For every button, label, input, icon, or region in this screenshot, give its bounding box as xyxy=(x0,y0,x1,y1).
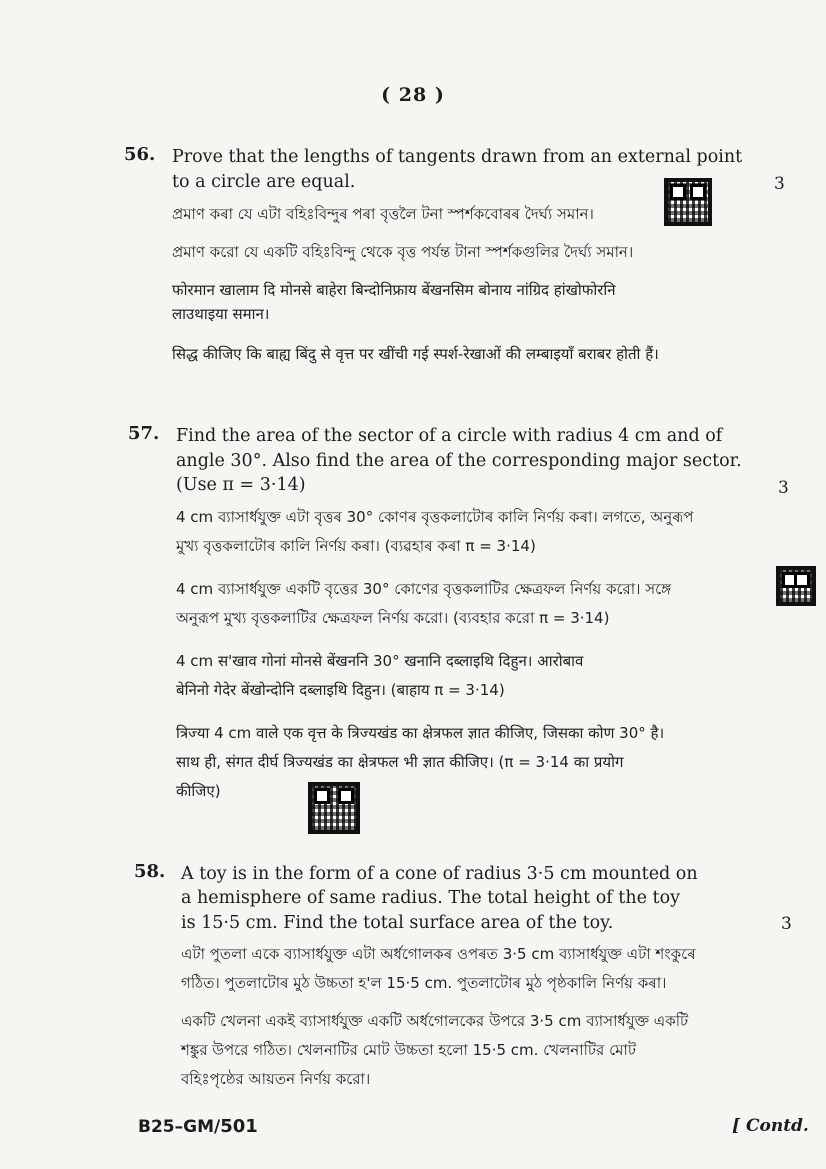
paper-code xyxy=(138,1116,258,1137)
translation-bengali: 4 cm ব্যাসার্ধযুক্ত একটি বৃত্তের 30° কোণের বৃত্তকলাটির ক্ষেত্রফল নির্ণয় করো। সঙ্গে xyxy=(176,580,672,598)
question-text-line: Find the area of the sector of a circle with radius 4 cm and of xyxy=(176,426,723,446)
translation-hindi: सिद्ध कीजिए कि बाह्य बिंदु से वृत्त पर खींची गई स्पर्श-रेखाओं की लम्बाइयाँ बराबर होती हैं। xyxy=(172,345,659,363)
translation-bengali: শঙ্কুর উপরে গঠিত। খেলনাটির মোট উচ্চতা হলো 15·5 cm. খেলনাটির মোট xyxy=(181,1041,637,1059)
question-text-line: angle 30°. Also find the area of the corresponding major sector. xyxy=(176,451,742,471)
translation-bengali: প্রমাণ করো যে একটি বহিঃবিন্দু থেকে বৃত্ত পর্যন্ত টানা স্পর্শকগুলির দৈর্ঘ্য সমান। xyxy=(172,243,634,261)
question-text-line: (Use π = 3·14) xyxy=(176,475,306,495)
translation-assamese: 4 cm ব্যাসাৰ্ধযুক্ত এটা বৃত্তৰ 30° কোণৰ বৃত্তকলাটোৰ কালি নিৰ্ণয় কৰা। লগতে, অনুৰূপ xyxy=(176,508,694,526)
question-text-line: A toy is in the form of a cone of radius 3·5 cm mounted on xyxy=(181,864,698,884)
marks: 3 xyxy=(781,914,792,934)
paper-code-number: 501 xyxy=(220,1116,258,1137)
qr-code-icon xyxy=(308,782,360,834)
question-text-line: to a circle are equal. xyxy=(172,172,356,192)
translation-bodo: 4 cm स'खाव गोनां मोनसे बेंखननि 30° खनानि दब्लाइथि दिहुन। आरोबाव xyxy=(176,652,584,670)
translation-assamese: এটা পুতলা একে ব্যাসাৰ্ধযুক্ত এটা অৰ্ধগোলকৰ ওপৰত 3·5 cm ব্যাসাৰ্ধযুক্ত এটা শংকুৰে xyxy=(181,945,696,963)
translation-assamese: গঠিত। পুতলাটোৰ মুঠ উচ্চতা হ'ল 15·5 cm. পুতলাটোৰ মুঠ পৃষ্ঠকালি নিৰ্ণয় কৰা। xyxy=(181,974,667,992)
paper-code-prefix: B25–GM/ xyxy=(138,1117,221,1137)
qr-code-icon xyxy=(776,566,816,606)
marks: 3 xyxy=(774,174,785,194)
question-text-line: is 15·5 cm. Find the total surface area of the toy. xyxy=(181,913,614,933)
question-text-line: a hemisphere of same radius. The total height of the toy xyxy=(181,888,680,908)
translation-bodo: लाउथाइया समान। xyxy=(172,305,270,323)
question-number: 58. xyxy=(134,861,166,882)
continued-label: [ Contd. xyxy=(732,1116,809,1136)
question-number: 56. xyxy=(124,144,156,165)
translation-assamese: মুখ্য বৃত্তকলাটোৰ কালি নিৰ্ণয় কৰা। (ব্যৱহাৰ কৰা π = 3·14) xyxy=(176,537,536,555)
translation-bengali: অনুরূপ মুখ্য বৃত্তকলাটির ক্ষেত্রফল নির্ণয় করো। (ব্যবহার করো π = 3·14) xyxy=(176,609,610,627)
translation-hindi: साथ ही, संगत दीर्घ त्रिज्यखंड का क्षेत्रफल भी ज्ञात कीजिए। (π = 3·14 का प्रयोग xyxy=(176,753,624,771)
question-number: 57. xyxy=(128,423,160,444)
translation-hindi: कीजिए) xyxy=(176,782,221,800)
page-number: ( 28 ) xyxy=(381,84,445,106)
translation-assamese: প্ৰমাণ কৰা যে এটা বহিঃবিন্দুৰ পৰা বৃত্তলৈ টনা স্পৰ্শকবোৰৰ দৈৰ্ঘ্য সমান। xyxy=(172,205,594,223)
translation-bodo: बेनिनो गेदेर बेंखोन्दोनि दब्लाइथि दिहुन। (बाहाय π = 3·14) xyxy=(176,681,505,699)
question-text-line: Prove that the lengths of tangents drawn from an external point xyxy=(172,147,743,167)
translation-bengali: একটি খেলনা একই ব্যাসার্ধযুক্ত একটি অর্ধগোলকের উপরে 3·5 cm ব্যাসার্ধযুক্ত একটি xyxy=(181,1012,689,1030)
translation-hindi: त्रिज्या 4 cm वाले एक वृत्त के त्रिज्यखंड का क्षेत्रफल ज्ञात कीजिए, जिसका कोण 30° है। xyxy=(176,724,665,742)
translation-bodo: फोरमान खालाम दि मोनसे बाहेरा बिन्दोनिफ्राय बेंखनसिम बोनाय नांग्रिद हांखोफोरनि xyxy=(172,281,616,299)
translation-bengali: বহিঃপৃষ্ঠের আয়তন নির্ণয় করো। xyxy=(181,1070,371,1088)
qr-code-icon xyxy=(664,178,712,226)
marks: 3 xyxy=(778,478,789,498)
